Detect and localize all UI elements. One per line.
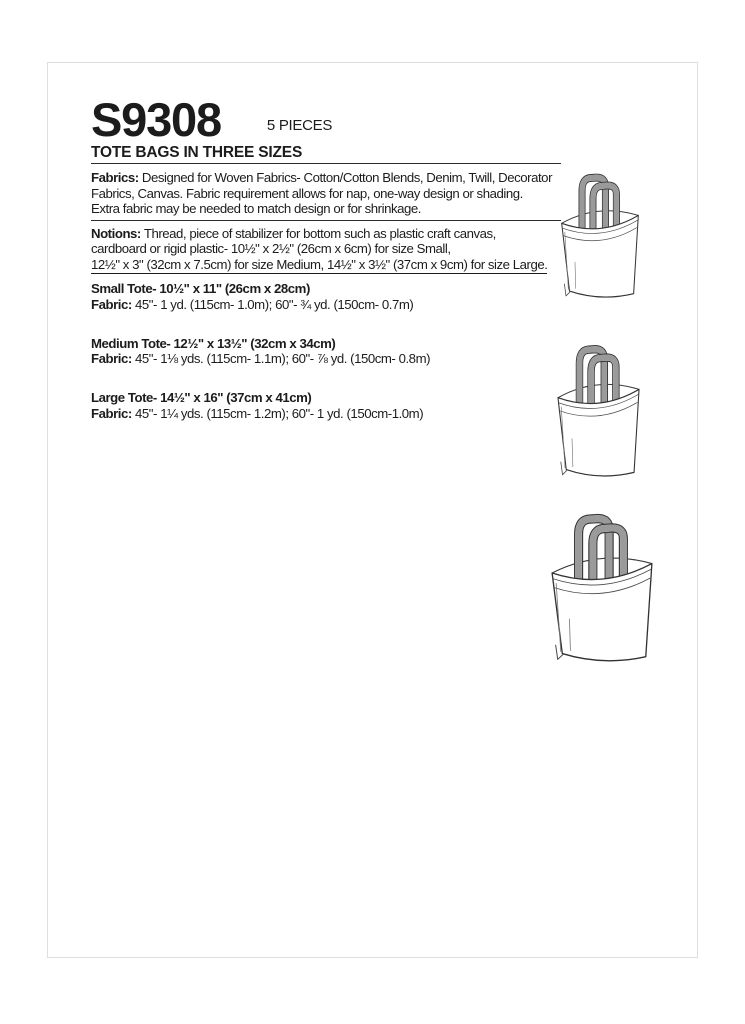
pieces-count: 5 PIECES (266, 117, 333, 134)
size-title: Small Tote- 10½" x 11" (26cm x 28cm) (91, 281, 310, 297)
tote-illustration-large (546, 506, 658, 663)
fabrics-line: Extra fabric may be needed to match design or for shrinkage. (91, 201, 421, 217)
fabric-requirement (91, 297, 565, 313)
notions-line (91, 226, 565, 242)
tote-bag-drawing (546, 506, 658, 663)
size-section-large (91, 390, 565, 421)
notions-underline-text: 12½" x 3" (32cm x 7.5cm) for size Medium, 14½" x 3½" (37cm x 9cm) for size Large. (91, 257, 547, 274)
fabric-label: Fabric: (91, 296, 132, 312)
fabrics-paragraph (91, 170, 561, 221)
tote-bag-drawing (557, 167, 643, 299)
fabrics-text: Designed for Woven Fabrics- Cotton/Cotton Blends, Denim, Twill, Decorator (138, 170, 553, 185)
fabric-requirement (91, 351, 565, 367)
text-column (91, 63, 565, 422)
fabric-text: 45"- 1¼ yds. (115cm- 1.2m); 60"- 1 yd. (150cm-1.0m) (131, 406, 424, 422)
fabric-text: 45"- 1 yd. (115cm- 1.0m); 60"- ¾ yd. (150cm- 0.7m) (131, 296, 414, 312)
notions-line: cardboard or rigid plastic- 10½" x 2½" (26cm x 6cm) for size Small, (91, 241, 451, 257)
notions-text: Thread, piece of stabilizer for bottom such as plastic craft canvas, (140, 225, 496, 241)
fabrics-label: Fabrics: (91, 170, 139, 185)
size-section-medium (91, 336, 565, 367)
size-title: Medium Tote- 12½" x 13½" (32cm x 34cm) (91, 335, 336, 351)
fabric-requirement (91, 406, 565, 422)
header-row (91, 93, 565, 146)
fabrics-line (91, 170, 561, 186)
fabric-label: Fabric: (91, 351, 132, 367)
fabrics-line: Fabrics, Canvas. Fabric requirement allows for nap, one-way design or shading. (91, 185, 523, 201)
tote-bag-drawing (553, 338, 644, 478)
tote-illustration-medium (553, 338, 644, 478)
notions-underlined-line (91, 257, 565, 274)
pattern-code: S9308 (91, 93, 221, 146)
pattern-title: TOTE BAGS IN THREE SIZES (91, 145, 561, 164)
fabric-label: Fabric: (91, 406, 132, 422)
fabric-text: 45"- 1⅛ yds. (115cm- 1.1m); 60"- ⅞ yd. (150cm- 0.8m) (131, 351, 431, 367)
tote-illustration-small (557, 167, 643, 299)
pattern-sheet (47, 62, 698, 958)
notions-label: Notions: (91, 225, 141, 241)
notions-paragraph (91, 226, 565, 274)
size-title: Large Tote- 14½" x 16" (37cm x 41cm) (91, 390, 312, 406)
size-section-small (91, 281, 565, 312)
